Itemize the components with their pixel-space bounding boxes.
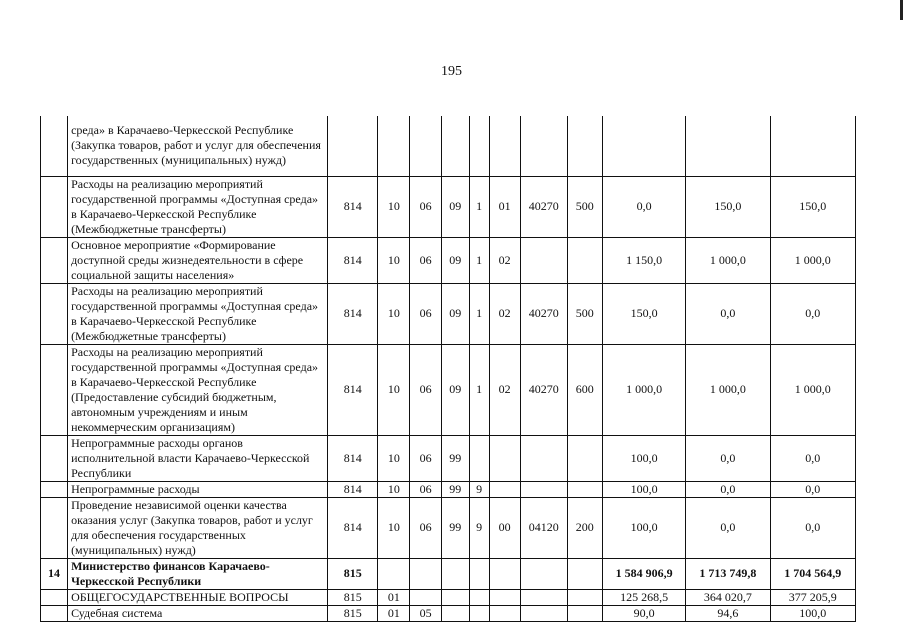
row-name: Расходы на реализацию мероприятий государственной программы «Доступная среда» в Карачаево-Черкесской Республике (Межбюджетные трансферты) <box>68 283 328 344</box>
row-number <box>41 589 68 605</box>
row-name: среда» в Карачаево-Черкесской Республике (Закупка товаров, работ и услуг для обеспечения государственных (муниципальных) нужд) <box>68 116 328 176</box>
code-subprogram: 1 <box>469 344 489 435</box>
code-pr: 06 <box>410 481 441 497</box>
code-pr: 06 <box>410 176 441 237</box>
table-row <box>41 344 856 435</box>
code-rz: 01 <box>378 589 410 605</box>
code-gr: 814 <box>328 435 378 481</box>
code-expense-type <box>567 558 602 589</box>
code-gr: 814 <box>328 283 378 344</box>
code-gr: 814 <box>328 176 378 237</box>
code-rz <box>378 558 410 589</box>
code-pr: 05 <box>410 605 441 621</box>
code-program: 09 <box>441 237 469 283</box>
table-row <box>41 283 856 344</box>
row-number <box>41 435 68 481</box>
code-rz: 10 <box>378 237 410 283</box>
sum-year-2: 0,0 <box>686 481 770 497</box>
table-row <box>41 435 856 481</box>
sum-year-1: 100,0 <box>602 481 685 497</box>
code-pr: 06 <box>410 344 441 435</box>
code-gr: 814 <box>328 497 378 558</box>
table-row <box>41 176 856 237</box>
code-event <box>489 481 520 497</box>
sum-year-2: 150,0 <box>686 176 770 237</box>
code-subprogram <box>469 116 489 176</box>
code-rz: 10 <box>378 283 410 344</box>
code-rz <box>378 116 410 176</box>
code-direction <box>520 116 567 176</box>
code-direction: 40270 <box>520 344 567 435</box>
sum-year-3: 1 000,0 <box>770 344 855 435</box>
code-expense-type: 200 <box>567 497 602 558</box>
code-program: 09 <box>441 283 469 344</box>
code-pr: 06 <box>410 497 441 558</box>
code-rz: 10 <box>378 176 410 237</box>
sum-year-1: 150,0 <box>602 283 685 344</box>
code-program <box>441 116 469 176</box>
sum-year-2: 364 020,7 <box>686 589 770 605</box>
code-rz: 10 <box>378 481 410 497</box>
code-program: 09 <box>441 176 469 237</box>
code-program <box>441 605 469 621</box>
code-event: 02 <box>489 344 520 435</box>
code-direction <box>520 605 567 621</box>
table-row <box>41 497 856 558</box>
code-direction <box>520 589 567 605</box>
sum-year-1: 1 150,0 <box>602 237 685 283</box>
code-gr: 815 <box>328 589 378 605</box>
sum-year-3 <box>770 116 855 176</box>
code-expense-type <box>567 116 602 176</box>
row-name: Расходы на реализацию мероприятий государственной программы «Доступная среда» в Карачаево-Черкесской Республике (Межбюджетные трансферты) <box>68 176 328 237</box>
row-name: Непрограммные расходы органов исполнительной власти Карачаево-Черкесской Республики <box>68 435 328 481</box>
row-number <box>41 116 68 176</box>
code-gr: 814 <box>328 344 378 435</box>
page-number: 195 <box>441 64 462 79</box>
row-name: Проведение независимой оценки качества оказания услуг (Закупка товаров, работ и услуг для обеспечения государственных (муниципальных) нужд) <box>68 497 328 558</box>
row-number <box>41 481 68 497</box>
code-direction <box>520 558 567 589</box>
sum-year-3: 0,0 <box>770 481 855 497</box>
code-direction <box>520 481 567 497</box>
sum-year-2: 94,6 <box>686 605 770 621</box>
code-expense-type <box>567 605 602 621</box>
code-rz: 10 <box>378 344 410 435</box>
row-number: 14 <box>41 558 68 589</box>
code-expense-type <box>567 589 602 605</box>
sum-year-3: 0,0 <box>770 283 855 344</box>
code-subprogram <box>469 605 489 621</box>
code-event: 02 <box>489 283 520 344</box>
code-pr <box>410 116 441 176</box>
row-number <box>41 497 68 558</box>
sum-year-3: 150,0 <box>770 176 855 237</box>
table-row <box>41 589 856 605</box>
sum-year-2: 0,0 <box>686 283 770 344</box>
row-number <box>41 283 68 344</box>
code-program: 99 <box>441 435 469 481</box>
code-gr: 814 <box>328 237 378 283</box>
sum-year-1: 1 000,0 <box>602 344 685 435</box>
sum-year-3: 1 000,0 <box>770 237 855 283</box>
code-event <box>489 558 520 589</box>
code-expense-type: 500 <box>567 176 602 237</box>
sum-year-3: 0,0 <box>770 435 855 481</box>
sum-year-1: 100,0 <box>602 435 685 481</box>
code-subprogram: 1 <box>469 176 489 237</box>
row-number <box>41 176 68 237</box>
code-subprogram: 1 <box>469 237 489 283</box>
code-pr <box>410 589 441 605</box>
code-program <box>441 589 469 605</box>
code-direction: 04120 <box>520 497 567 558</box>
row-number <box>41 605 68 621</box>
code-direction <box>520 237 567 283</box>
code-event <box>489 589 520 605</box>
code-pr <box>410 558 441 589</box>
code-direction: 40270 <box>520 176 567 237</box>
code-expense-type <box>567 481 602 497</box>
table-row <box>41 605 856 621</box>
code-direction: 40270 <box>520 283 567 344</box>
code-rz: 10 <box>378 435 410 481</box>
sum-year-1: 125 268,5 <box>602 589 685 605</box>
code-rz: 01 <box>378 605 410 621</box>
sum-year-2: 0,0 <box>686 497 770 558</box>
budget-table <box>40 116 856 622</box>
code-event <box>489 605 520 621</box>
code-event: 01 <box>489 176 520 237</box>
code-rz: 10 <box>378 497 410 558</box>
code-event <box>489 435 520 481</box>
sum-year-1: 100,0 <box>602 497 685 558</box>
row-number <box>41 344 68 435</box>
sum-year-3: 377 205,9 <box>770 589 855 605</box>
table-row <box>41 558 856 589</box>
code-program <box>441 558 469 589</box>
code-expense-type <box>567 237 602 283</box>
sum-year-2: 1 000,0 <box>686 344 770 435</box>
code-pr: 06 <box>410 435 441 481</box>
code-gr: 815 <box>328 605 378 621</box>
code-subprogram: 1 <box>469 283 489 344</box>
code-expense-type: 500 <box>567 283 602 344</box>
code-direction <box>520 435 567 481</box>
sum-year-2: 1 713 749,8 <box>686 558 770 589</box>
sum-year-3: 1 704 564,9 <box>770 558 855 589</box>
sum-year-1: 90,0 <box>602 605 685 621</box>
code-subprogram <box>469 558 489 589</box>
code-subprogram <box>469 435 489 481</box>
code-program: 99 <box>441 481 469 497</box>
row-name: Непрограммные расходы <box>68 481 328 497</box>
code-event: 00 <box>489 497 520 558</box>
sum-year-2: 0,0 <box>686 435 770 481</box>
table-row <box>41 116 856 176</box>
row-number <box>41 237 68 283</box>
sum-year-3: 100,0 <box>770 605 855 621</box>
sum-year-1: 0,0 <box>602 176 685 237</box>
row-name: Судебная система <box>68 605 328 621</box>
code-gr <box>328 116 378 176</box>
sum-year-3: 0,0 <box>770 497 855 558</box>
sum-year-2: 1 000,0 <box>686 237 770 283</box>
row-name: ОБЩЕГОСУДАРСТВЕННЫЕ ВОПРОСЫ <box>68 589 328 605</box>
sum-year-1: 1 584 906,9 <box>602 558 685 589</box>
table-row <box>41 481 856 497</box>
code-pr: 06 <box>410 237 441 283</box>
table-row <box>41 237 856 283</box>
code-expense-type: 600 <box>567 344 602 435</box>
code-pr: 06 <box>410 283 441 344</box>
code-event <box>489 116 520 176</box>
code-subprogram: 9 <box>469 481 489 497</box>
code-event: 02 <box>489 237 520 283</box>
sum-year-1 <box>602 116 685 176</box>
code-program: 09 <box>441 344 469 435</box>
code-gr: 814 <box>328 481 378 497</box>
code-subprogram: 9 <box>469 497 489 558</box>
code-subprogram <box>469 589 489 605</box>
row-name: Министерство финансов Карачаево-Черкесской Республики <box>68 558 328 589</box>
code-gr: 815 <box>328 558 378 589</box>
row-name: Основное мероприятие «Формирование доступной среды жизнедеятельности в сфере социальной защиты населения» <box>68 237 328 283</box>
sum-year-2 <box>686 116 770 176</box>
code-program: 99 <box>441 497 469 558</box>
code-expense-type <box>567 435 602 481</box>
row-name: Расходы на реализацию мероприятий государственной программы «Доступная среда» в Карачаево-Черкесской Республике (Предоставление субсидий бюджетным, автономным учреждениям и иным некоммерческим организациям) <box>68 344 328 435</box>
